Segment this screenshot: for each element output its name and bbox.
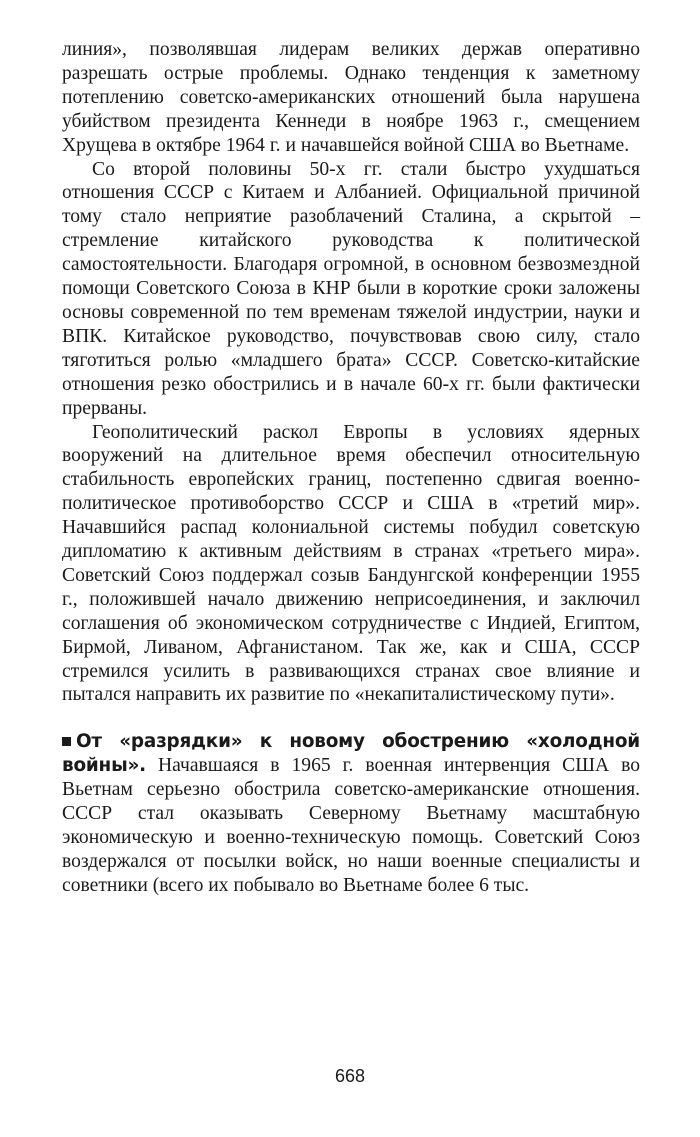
page-number: 668 bbox=[334, 1066, 366, 1086]
paragraph-third-world: Геополитический раскол Европы в условиях ядерных вооружений на длительное время обеспечил относительную стабильность европейских границ, постепенно сдвигая военно-политическое противоборство СССР и США в «третий мир». Начавшийся распад колониальной системы побудил советскую дипломатию к активным действиям в странах «третьего мира». Советский Союз поддержал созыв Бандунгской конференции 1955 г., положившей начало движению неприсоединения, и заключил соглашения об экономическом сотрудничестве с Индией, Египтом, Бирмой, Ливаном, Афганистаном. Так же, как и США, СССР стремился усилить в развивающихся странах свое влияние и пытался направить их развитие по «некапиталистическому пути». bbox=[62, 421, 640, 706]
page-body bbox=[62, 38, 640, 898]
section-heading: От «разрядки» к новому обострению «холодной войны». bbox=[62, 731, 640, 777]
paragraph-china-albania: Со второй половины 50-х гг. стали быстро ухудшаться отношения СССР с Китаем и Албанией. Официальной причиной тому стало неприятие разоблачений Сталина, а скрытой – стремление китайского руководства к политической самостоятельности. Благодаря огромной, в основном безвозмездной помощи Советского Союза в КНР были в короткие сроки заложены основы современной по тем временам тяжелой индустрии, науки и ВПК. Китайское руководство, почувствовав свою силу, стало тяготиться ролью «младшего брата» СССР. Советско-китайские отношения резко обострились и в начале 60-х гг. были фактически прерваны. bbox=[62, 158, 640, 419]
section-text: Начавшаяся в 1965 г. военная интервенция США во Вьетнам серьезно обострила советско-американские отношения. СССР стал оказывать Северному Вьетнаму масштабную экономическую и военно-техническую помощь. Советский Союз воздержался от посылки войск, но наши военные специалисты и советники (всего их побывало во Вьетнаме более 6 тыс. bbox=[62, 755, 640, 896]
paragraph-continuation: линия», позволявшая лидерам великих держав оперативно разрешать острые проблемы. Однако тенденция к заметному потеплению советско-американских отношений была нарушена убийством президента Кеннеди в ноябре 1963 г., смещением Хрущева в октябре 1964 г. и начавшейся войной США во Вьетнаме. bbox=[62, 39, 640, 156]
section-detente bbox=[62, 730, 640, 897]
section-bullet-icon bbox=[62, 737, 71, 746]
